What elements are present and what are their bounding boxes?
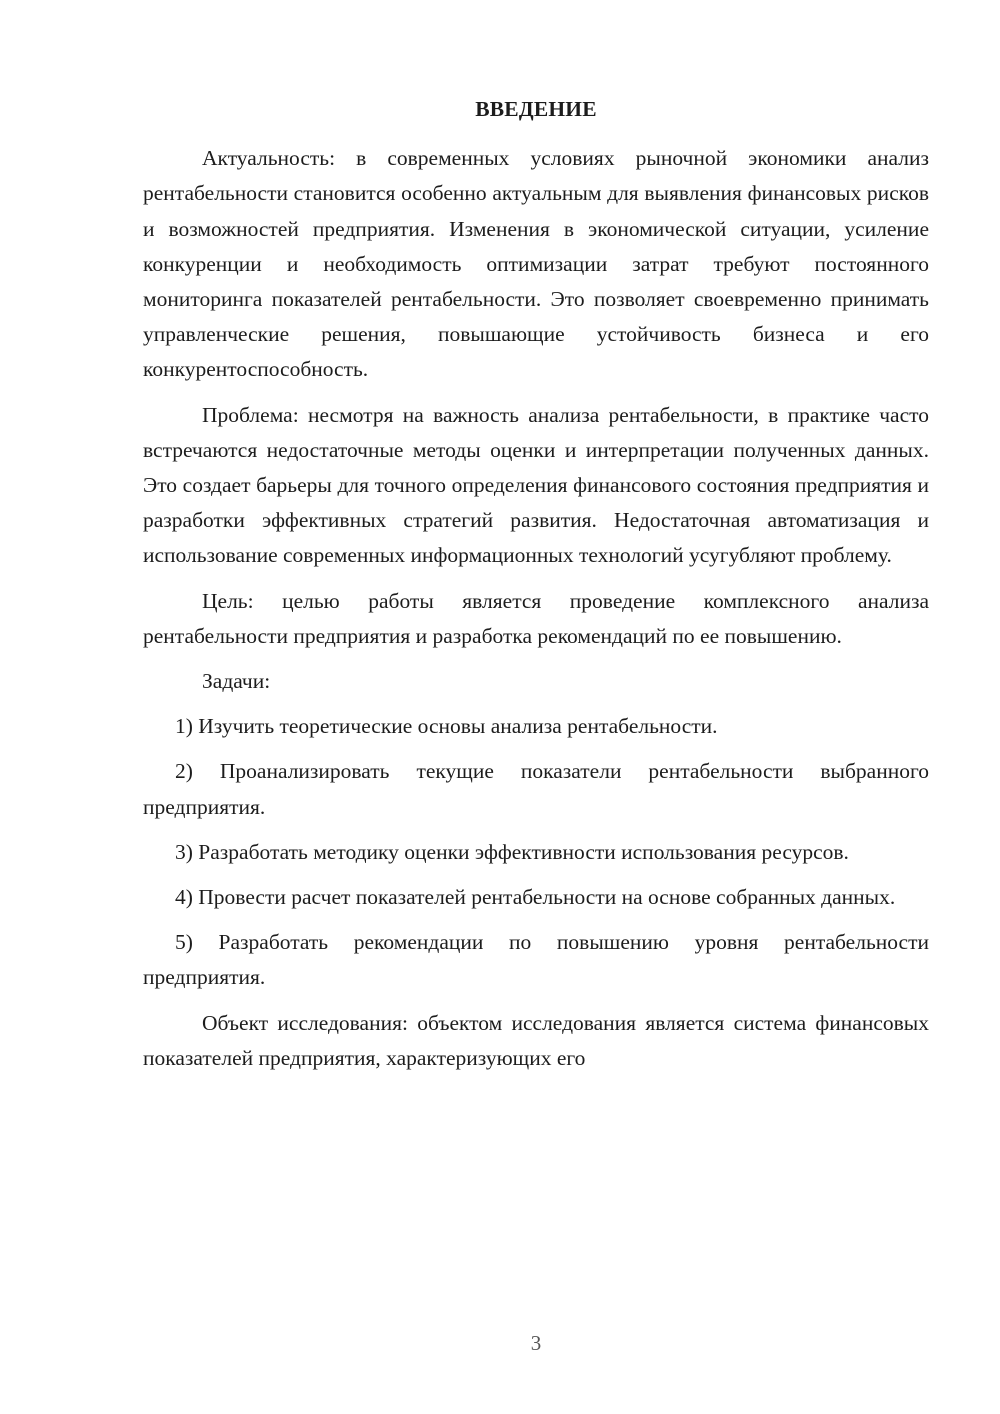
paragraph-object: Объект исследования: объектом исследования является система финансовых показателей предприятия, характеризующих его xyxy=(143,1010,929,1070)
task-item-3: 3) Разработать методику оценки эффективности использования ресурсов. xyxy=(175,839,849,864)
page-number: 3 xyxy=(530,1331,542,1355)
tasks-heading: Задачи: xyxy=(202,669,271,694)
task-item-1: 1) Изучить теоретические основы анализа рентабельности. xyxy=(175,714,718,739)
paragraph-relevance: Актуальность: в современных условиях рыночной экономики анализ рентабельности становится особенно актуальным для выявления финансовых рисков и возможностей предприятия. Изменения в экономической ситуации, усиление конкуренции и необходимость оптимизации затрат требуют постоянного мониторинга показателей рентабельности. Это позволяет своевременно принимать управленческие решения, повышающие устойчивость бизнеса и его конкурентоспособность. xyxy=(143,146,929,382)
page-content xyxy=(143,92,929,1076)
paragraph-goal: Цель: целью работы является проведение комплексного анализа рентабельности предприятия и разработка рекомендаций по ее повышению. xyxy=(143,588,929,648)
task-item-5: 5) Разработать рекомендации по повышению уровня рентабельности предприятия. xyxy=(143,930,929,990)
task-item-4: 4) Провести расчет показателей рентабельности на основе собранных данных. xyxy=(175,885,896,910)
task-item-2: 2) Проанализировать текущие показатели рентабельности выбранного предприятия. xyxy=(143,759,929,819)
paragraph-problem: Проблема: несмотря на важность анализа рентабельности, в практике часто встречаются недостаточные методы оценки и интерпретации полученных данных. Это создает барьеры для точного определения финансового состояния предприятия и разработки эффективных стратегий развития. Недостаточная автоматизация и использование современных информационных технологий усугубляют проблему. xyxy=(143,402,929,568)
section-title: ВВЕДЕНИЕ xyxy=(475,97,597,121)
